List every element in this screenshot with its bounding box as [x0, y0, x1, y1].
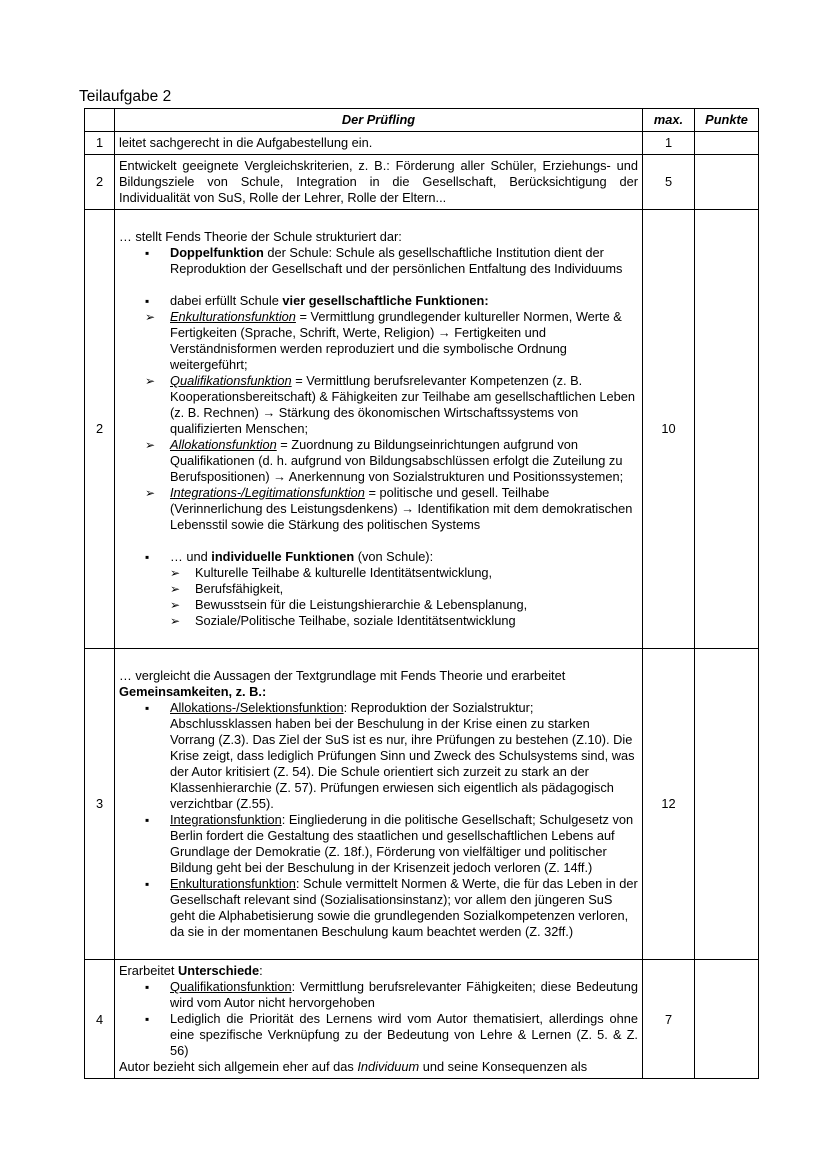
- row-number: 4: [85, 960, 115, 1079]
- function-term: Integrations-/Legitimationsfunktion: [170, 485, 365, 500]
- item-text: : Reproduktion der Sozialstruktur; Abschlussklassen haben bei der Beschulung in der Krise einen zu starken Vorrang (Z.3). Das Ziel der SuS ist es nur, ihre Prüfungen zu bestehen (Z.10). Die Krise zeigt, dass lediglich Prüfungen Sinn und Zweck des Schulsystems sind, was der Autor kritisiert (Z. 54). Die Schule orientiert sich zurzeit zu stark an der Klassenhierarchie (Z. 57). Prüfungen erwiesen sich eigentlich als pädagogisch verzichtbar (Z.55).: [170, 700, 635, 811]
- grading-table: [84, 108, 759, 1079]
- item-text: = Zuordnung zu Bildungseinrichtungen aufgrund von Qualifikationen (d. h. aufgrund von Bildungsabschlüssen erfolgt die Zuteilung zu Berufspositionen) → Anerkennung von Sozialstrukturen und Positionssystemen;: [170, 437, 624, 484]
- term-bold: Gemeinsamkeiten, z. B.:: [119, 684, 267, 699]
- item-text: … vergleicht die Aussagen der Textgrundlage mit Fends Theorie und erarbeitet: [119, 668, 566, 683]
- item-text: … und: [170, 549, 212, 564]
- row-max-points: 5: [643, 155, 695, 210]
- item-text: = Vermittlung grundlegender kultureller Normen, Werte & Fertigkeiten (Sprache, Schrift, Werte, Religion) → Fertigkeiten und Verständnisformen werden reproduziert und die symbolische Ordnung weitergeführt;: [170, 309, 622, 372]
- row-criterion: [115, 960, 643, 1079]
- function-term: Allokations-/Selektionsfunktion: [170, 700, 344, 715]
- list-item: [119, 812, 638, 876]
- arrow-list: [119, 309, 638, 533]
- row-max-points: 12: [643, 649, 695, 960]
- list-item: ➢ Soziale/Politische Teilhabe, soziale Identitätsentwicklung: [119, 613, 638, 629]
- table-row: [85, 960, 759, 1079]
- item-text: Erarbeitet: [119, 963, 179, 978]
- item-text: dabei erfüllt Schule: [170, 293, 283, 308]
- row-max-points: 1: [643, 132, 695, 155]
- row-intro: [119, 963, 638, 979]
- header-main: Der Prüfling: [115, 109, 643, 132]
- list-item: ➢ Berufsfähigkeit,: [119, 581, 638, 597]
- row-criterion: [115, 210, 643, 649]
- table-row: [85, 155, 759, 210]
- function-term: Enkulturationsfunktion: [170, 876, 296, 891]
- item-text: :: [259, 963, 263, 978]
- function-term: Allokationsfunktion: [170, 437, 277, 452]
- bullet-list: [119, 549, 638, 565]
- function-term: Qualifikationsfunktion: [170, 373, 292, 388]
- bullet-list: [119, 700, 638, 940]
- item-text: : Schule vermittelt Normen & Werte, die für das Leben in der Gesellschaft relevant sind (Sozialisationsinstanz); vor allem den jüngeren SuS geht die Alphabetisierung sowie die grundlegenden Sozialkompetenzen verloren, da sie in der momentanen Beschulung kaum beachtet werden (Z. 32ff.): [170, 876, 638, 939]
- list-item: [119, 245, 638, 277]
- list-item: [119, 549, 638, 565]
- row-points-cell: [695, 132, 759, 155]
- list-item: ▪ Lediglich die Priorität des Lernens wird vom Autor thematisiert, allerdings ohne eine spezifische Verknüpfung zu der Bedeutung von Lehre & Lernen (Z. 5. & Z. 56): [119, 1011, 638, 1059]
- header-max: max.: [643, 109, 695, 132]
- list-item: ➢ Bewusstsein für die Leistungshierarchie & Lebensplanung,: [119, 597, 638, 613]
- item-text: Autor bezieht sich allgemein eher auf das: [119, 1059, 358, 1074]
- term-bold: Unterschiede: [178, 963, 260, 978]
- row-number: 2: [85, 210, 115, 649]
- function-term: Qualifikationsfunktion: [170, 979, 292, 994]
- list-item: [119, 876, 638, 940]
- header-number: [85, 109, 115, 132]
- list-item: [119, 437, 638, 485]
- page-heading: Teilaufgabe 2: [79, 88, 172, 105]
- italic-term: Individuum: [357, 1059, 420, 1074]
- table-header-row: [85, 109, 759, 132]
- row-points-cell: [695, 960, 759, 1079]
- row-max-points: 7: [643, 960, 695, 1079]
- list-item: [119, 293, 638, 309]
- item-text: : Vermittlung berufsrelevanter Fähigkeiten; diese Bedeutung wird vom Autor nicht hervorgehoben: [170, 979, 638, 1010]
- term-bold: vier gesellschaftliche Funktionen:: [282, 293, 489, 308]
- row-criterion: [115, 649, 643, 960]
- row-number: 1: [85, 132, 115, 155]
- table-row: [85, 649, 759, 960]
- row-points-cell: [695, 155, 759, 210]
- item-text: (von Schule):: [354, 549, 434, 564]
- bullet-list: [119, 245, 638, 277]
- row-number: 3: [85, 649, 115, 960]
- function-term: Integrationsfunktion: [170, 812, 282, 827]
- row-number: 2: [85, 155, 115, 210]
- row-points-cell: [695, 210, 759, 649]
- row-intro: [119, 668, 638, 700]
- item-text: = politische und gesell. Teilhabe (Verinnerlichung des Leistungsdenkens) → Identifikation mit dem demokratischen Lebensstil sowie die Stärkung des politischen Systems: [170, 485, 633, 532]
- table-row: [85, 210, 759, 649]
- header-points: Punkte: [695, 109, 759, 132]
- list-item: ➢ Kulturelle Teilhabe & kulturelle Identitätsentwicklung,: [119, 565, 638, 581]
- function-term: Enkulturationsfunktion: [170, 309, 296, 324]
- row-closing-text: [119, 1059, 638, 1075]
- row-criterion: Entwickelt geeignete Vergleichskriterien, z. B.: Förderung aller Schüler, Erziehungs- und Bildungsziele von Schule, Integration in die Gesellschaft, Berücksichtigung der Individualität von SuS, Rolle der Lehrer, Rolle der Eltern...: [115, 155, 643, 210]
- list-item: [119, 979, 638, 1011]
- term-bold: Doppelfunktion: [170, 245, 264, 260]
- row-criterion: leitet sachgerecht in die Aufgabestellung ein.: [115, 132, 643, 155]
- bullet-list: [119, 979, 638, 1059]
- row-max-points: 10: [643, 210, 695, 649]
- table-row: [85, 132, 759, 155]
- row-points-cell: [695, 649, 759, 960]
- term-bold: individuelle Funktionen: [211, 549, 355, 564]
- item-text: : Eingliederung in die politische Gesellschaft; Schulgesetz von Berlin fordert die Gestaltung des staatlichen und gesellschaftlichen Lebens auf Grundlage der Demokratie (Z. 18f.), Förderung von vielfältiger und politischer Bildung geht bei der Beschulung in der Krisenzeit jedoch verloren (Z. 14ff.): [170, 812, 634, 875]
- list-item: [119, 485, 638, 533]
- arrow-list: [119, 565, 638, 629]
- row-intro: … stellt Fends Theorie der Schule strukturiert dar:: [119, 229, 402, 244]
- item-text: der Schule: Schule als gesellschaftliche Institution dient der Reproduktion der Gesellschaft und der persönlichen Entfaltung des Individuums: [170, 245, 623, 276]
- list-item: [119, 309, 638, 373]
- bullet-list: [119, 293, 638, 309]
- list-item: [119, 373, 638, 437]
- list-item: [119, 700, 638, 812]
- item-text: = Vermittlung berufsrelevanter Kompetenzen (z. B. Kooperationsbereitschaft) & Fähigkeiten zur Teilhabe am gesellschaftlichen Leben (z. B. Rechnen) → Stärkung des ökonomischen Wirtschaftssystems von qualifizierten Menschen;: [170, 373, 635, 436]
- item-text: und seine Konsequenzen als: [419, 1059, 588, 1074]
